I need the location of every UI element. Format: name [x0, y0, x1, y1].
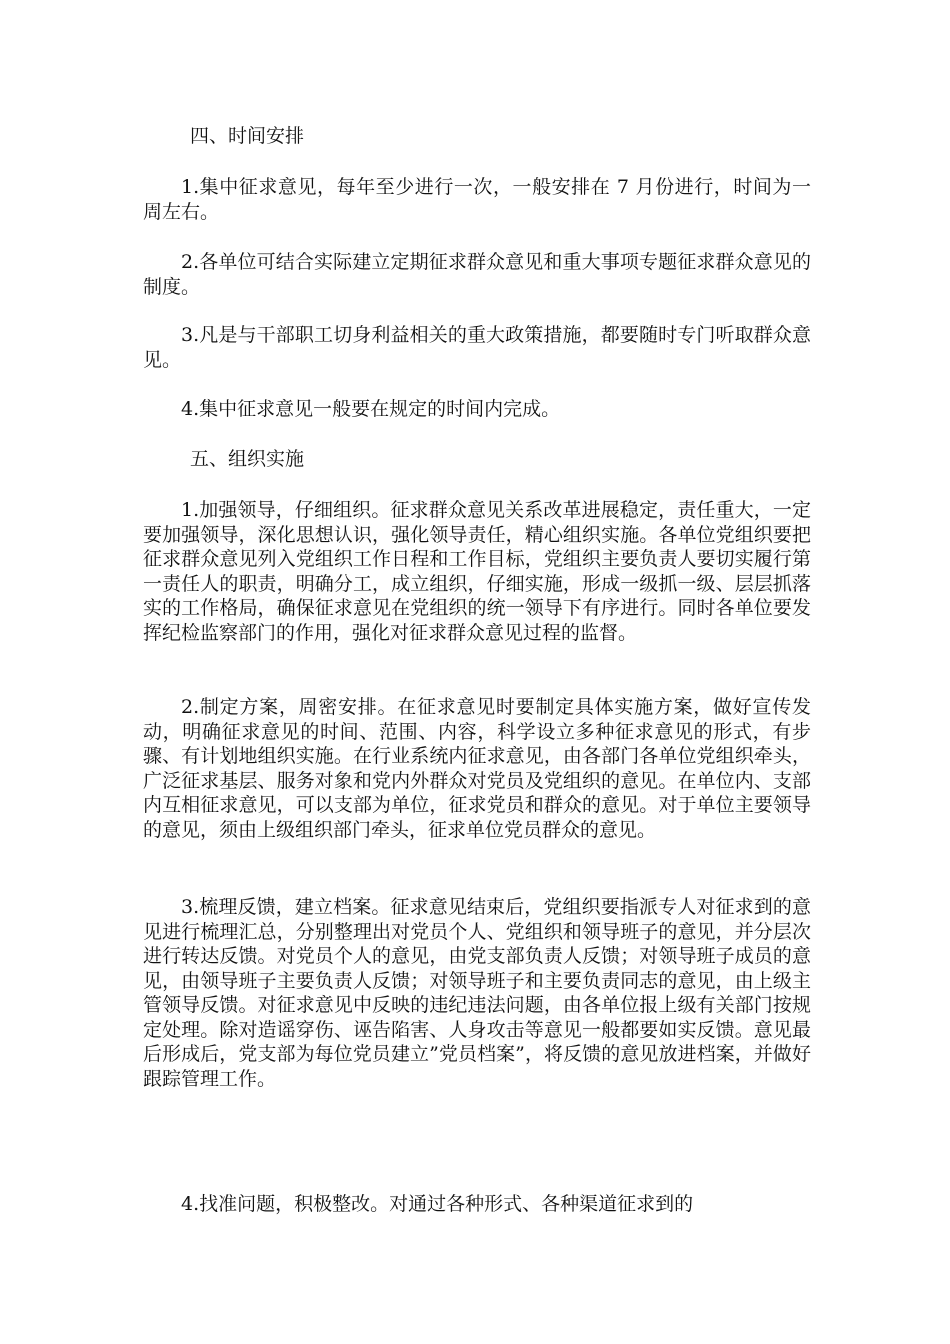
paragraph-time-4: 4.集中征求意见一般要在规定的时间内完成。: [181, 398, 561, 420]
paragraph-org-1: 1.加强领导，仔细组织。征求群众意见关系改革进展稳定，责任重大，一定要加强领导，深化思想认识，强化领导责任，精心组织实施。各单位党组织要把征求群众意见列入党组织工作日程和工作目标，党组织主要负责人要切实履行第一责任人的职责，明确分工，成立组织，仔细实施，形成一级抓一级、层层抓落实的工作格局，确保征求意见在党组织的统一领导下有序进行。同时各单位要发挥纪检监察部门的作用，强化对征求群众意见过程的监督。: [143, 499, 811, 644]
paragraph-org-2: 2.制定方案，周密安排。在征求意见时要制定具体实施方案，做好宣传发动，明确征求意见的时间、范围、内容，科学设立多种征求意见的形式，有步骤、有计划地组织实施。在行业系统内征求意见，由各部门各单位党组织牵头，广泛征求基层、服务对象和党内外群众对党员及党组织的意见。在单位内、支部内互相征求意见，可以支部为单位，征求党员和群众的意见。对于单位主要领导的意见，须由上级组织部门牵头，征求单位党员群众的意见。: [143, 696, 811, 841]
paragraph-time-2: 2.各单位可结合实际建立定期征求群众意见和重大事项专题征求群众意见的制度。: [143, 251, 811, 298]
section-heading-time-arrangement: 四、时间安排: [190, 125, 305, 147]
paragraph-org-3: 3.梳理反馈，建立档案。征求意见结束后，党组织要指派专人对征求到的意见进行梳理汇总，分别整理出对党员个人、党组织和领导班子的意见，并分层次进行转达反馈。对党员个人的意见，由党支部负责人反馈；对领导班子成员的意见，由领导班子主要负责人反馈；对领导班子和主要负责同志的意见，由上级主管领导反馈。对征求意见中反映的违纪违法问题，由各单位报上级有关部门按规定处理。除对造谣穿伤、诬告陷害、人身攻击等意见一般都要如实反馈。意见最后形成后，党支部为每位党员建立”党员档案”，将反馈的意见放进档案，并做好跟踪管理工作。: [143, 896, 811, 1090]
paragraph-time-3: 3.凡是与干部职工切身利益相关的重大政策措施，都要随时专门听取群众意见。: [143, 324, 811, 371]
paragraph-time-1: 1.集中征求意见，每年至少进行一次，一般安排在 7 月份进行，时间为一周左右。: [143, 176, 811, 223]
paragraph-org-4: 4.找准问题，积极整改。对通过各种形式、各种渠道征求到的: [181, 1193, 694, 1215]
section-heading-organization: 五、组织实施: [190, 448, 305, 470]
